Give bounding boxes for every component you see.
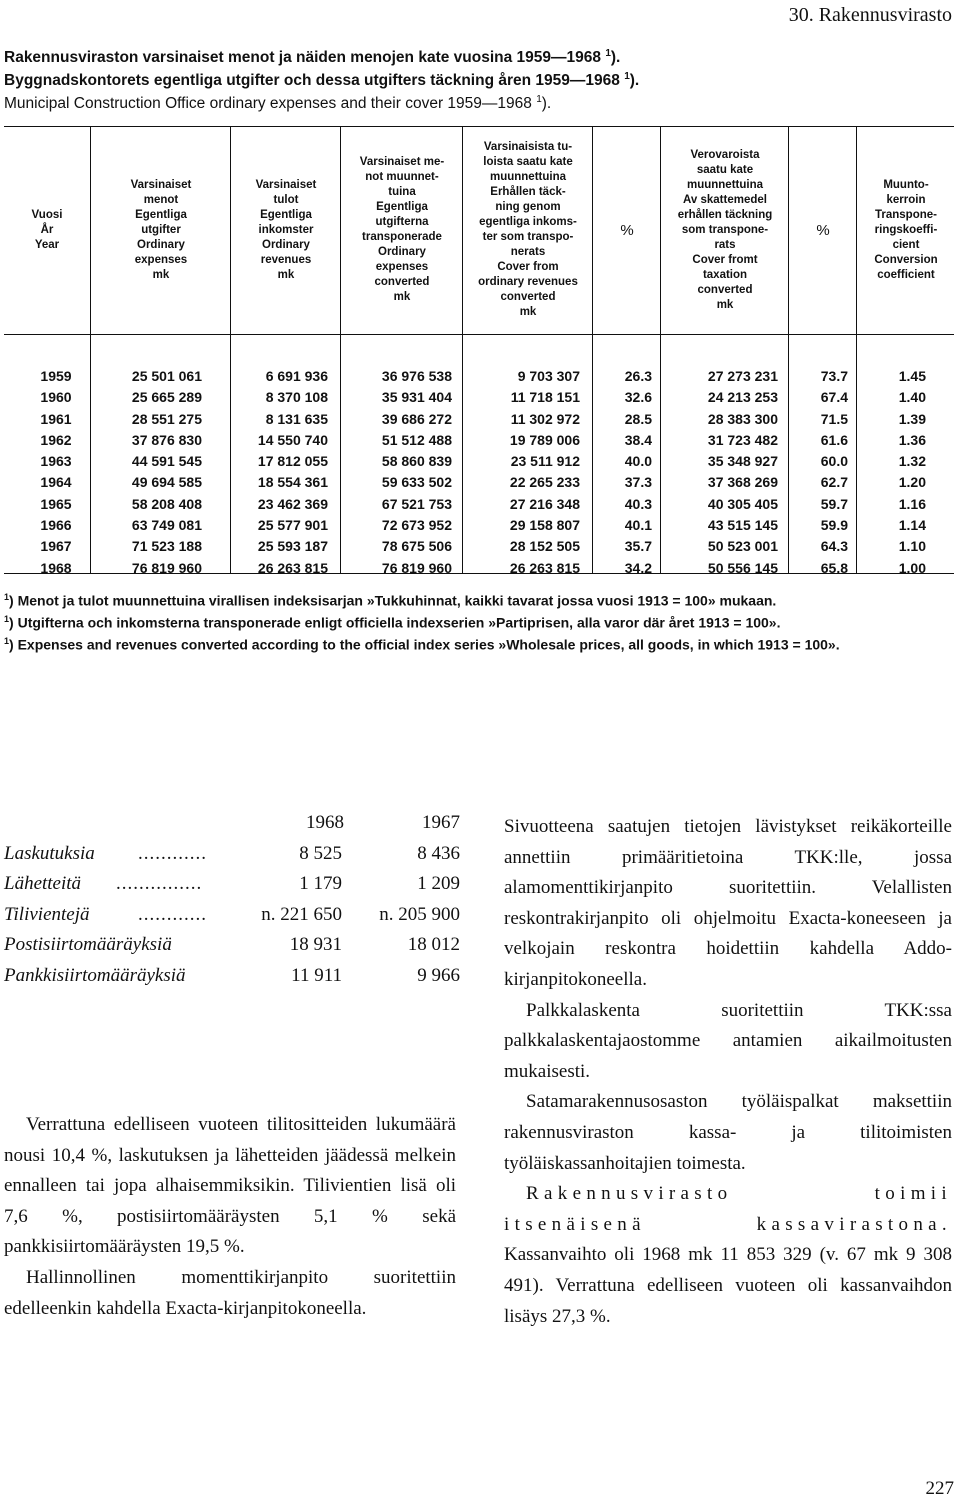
cell-conversion-coefficient: 1.45 [898,368,926,384]
spaced-emphasis: Rakennusvirasto toimii itsenäisenä kassavirastona. [504,1183,952,1235]
cell-ordinary-expense: 44 591 545 [131,453,202,470]
cell-cover-taxation: 50 556 145 [707,559,778,576]
table-titles [4,44,639,113]
cell-expense-converted: 59 633 502 [381,474,452,491]
cell-ordinary-revenue: 14 550 740 [257,431,328,448]
cell-pct-taxation: 61.6 [820,431,848,448]
cell-ordinary-expense: 25 501 061 [131,368,202,384]
cell-year: 1968 [40,559,72,576]
column-divider [230,126,231,574]
header-pct-taxation: % [816,221,830,239]
cell-cover-revenues: 23 511 912 [510,453,580,470]
cell-year: 1965 [40,495,72,512]
cell-expense-converted: 58 860 839 [381,453,452,470]
leader-dots: ............ [138,903,207,925]
cell-ordinary-revenue: 26 263 815 [257,559,328,576]
column-divider [90,126,91,574]
cell-ordinary-expense: 25 665 289 [131,389,202,406]
column-conversion-coefficient [864,366,926,579]
counts-row [4,934,460,965]
cell-year: 1962 [40,431,72,448]
cell-pct-revenues: 38.4 [624,431,652,448]
counts-label: Laskutuksia [4,842,95,864]
cell-pct-taxation: 59.9 [820,517,848,534]
counts-value-1967: 18 012 [407,934,460,955]
left-column-text [4,1110,456,1324]
paragraph: Satamarakennusosaston työläispalkat maksettiin rakennusviraston kassa- ja tilitoimisten työläiskassanhoitajien toimesta. [504,1091,952,1174]
cell-conversion-coefficient: 1.39 [898,410,926,427]
cell-ordinary-revenue: 17 812 055 [257,453,328,470]
cell-year: 1960 [40,389,72,406]
paragraph: Sivuotteena saatujen tietojen lävistykset reikäkorteille annettiin primääritietoina TKK:lle, jossa alamomenttikirjanpito suoritettiin. Velallisten reskontrakirjanpito oli ohjelmoitu Exacta-koneeseen ja velkojain reskontra hoidettiin kahdella Addo-kirjanpitokoneella. [504,816,952,990]
cell-conversion-coefficient: 1.14 [898,517,926,534]
cell-ordinary-revenue: 25 593 187 [257,538,328,555]
cell-ordinary-revenue: 8 370 108 [265,389,328,406]
cell-pct-taxation: 64.3 [820,538,848,555]
paragraph: Hallinnollinen momenttikirjanpito suoritettiin edelleenkin kahdella Exacta-kirjanpitokoneella. [4,1266,456,1319]
paragraph-text: Kassanvaihto oli 1968 mk 11 853 329 (v. 67 mk 9 308 491). Verrattuna edelliseen vuoteen oli kassanvaihdon lisäys 27,3 %. [504,1244,952,1327]
counts-value-1968: 11 911 [291,964,342,986]
cell-cover-revenues: 27 216 348 [509,495,580,512]
leader-dots: ............ [138,842,207,864]
cell-ordinary-expense: 71 523 188 [131,538,202,555]
cell-expense-converted: 35 931 404 [381,389,452,406]
paragraph: Verrattuna edelliseen vuoteen tilitositteiden lukumäärä nousi 10,4 %, laskutuksen ja lähetteiden jäädessä melkein ennalleen tai jopa alhaisemmiksikin. Tilivientien lisä oli 7,6 %, postisiirtomääräysten 5,1 % sekä pankkisiirtomääräysten 19,5 %. [4,1114,456,1258]
cell-expense-converted: 67 521 753 [381,495,452,512]
cell-conversion-coefficient: 1.16 [898,495,926,512]
cell-pct-revenues: 35.7 [624,538,652,555]
cell-cover-revenues: 19 789 006 [509,431,580,448]
counts-label: Tilivientejä [4,903,90,925]
cell-pct-revenues: 40.0 [624,453,652,470]
cell-pct-revenues: 40.3 [624,495,652,512]
paragraph: Palkkalaskenta suoritettiin TKK:ssa palkkalaskentajaostomme antamien aikailmoitusten mukaisesti. [504,999,952,1082]
cell-cover-taxation: 28 383 300 [707,410,778,427]
column-expenses-converted [342,366,452,579]
cell-pct-revenues: 37.3 [624,474,652,491]
header-conversion-coefficient: Muunto- kerroin Transpone- ringskoeffi- cient Conversion coefficient [874,178,938,281]
column-pct-revenues [598,366,652,579]
header-ordinary-revenues: Varsinaiset tulot Egentliga inkomster Ordinary revenues mk [255,178,317,281]
cell-ordinary-expense: 63 749 081 [131,517,202,534]
column-divider [856,126,857,574]
cell-expense-converted: 51 512 488 [381,431,452,448]
cell-cover-revenues: 11 302 972 [510,410,580,427]
cell-cover-taxation: 31 723 482 [707,431,778,448]
cell-pct-taxation: 67.4 [820,389,848,406]
cell-ordinary-expense: 76 819 960 [131,559,202,576]
counts-label: Pankkisiirtomääräyksiä [4,964,186,986]
cell-ordinary-revenue: 6 691 936 [265,368,328,384]
counts-value-1968: n. 221 650 [261,903,342,925]
leader-dots: ............... [116,873,203,894]
cell-year: 1963 [40,453,72,470]
paragraph [504,1179,952,1332]
column-year [28,366,84,579]
counts-value-1968: 8 525 [299,842,342,864]
counts-value-1968: 1 179 [299,873,342,894]
cell-pct-revenues: 32.6 [624,389,652,406]
cell-year: 1967 [40,538,72,555]
footnote-finnish: $^1$) Menot ja tulot muunnettuina virallisen indeksisarjan »Tukkuhinnat, kaikki tavarat jossa vuosi 1913 = 100» mukaan. [4,592,777,609]
cell-cover-revenues: 29 158 807 [509,517,580,534]
document-counts-table [4,812,460,995]
counts-year-1967: 1967 [422,812,460,833]
cell-cover-taxation: 24 213 253 [707,389,778,406]
cell-cover-revenues: 9 703 307 [517,368,580,384]
cell-year: 1961 [40,410,72,427]
cell-pct-taxation: 73.7 [820,368,848,384]
counts-value-1967: 1 209 [417,873,460,894]
cell-expense-converted: 36 976 538 [381,368,452,384]
title-finnish: Rakennusviraston varsinaiset menot ja näiden menojen kate vuosina 1959—1968 $^1$). [4,48,621,67]
cell-conversion-coefficient: 1.00 [898,559,926,576]
footnotes [4,588,954,654]
cell-ordinary-revenue: 8 131 635 [265,410,328,427]
cell-conversion-coefficient: 1.10 [898,538,926,555]
cell-cover-revenues: 26 263 815 [509,559,580,576]
footnote-swedish: $^1$) Utgifterna och inkomsterna transponerade enligt officiella indexserien »Partiprisen, alla varor där året 1913 = 100». [4,614,781,631]
cell-expense-converted: 72 673 952 [381,517,452,534]
column-cover-taxation [662,366,778,579]
cell-cover-taxation: 37 368 269 [707,474,778,491]
cell-pct-taxation: 62.7 [820,474,848,491]
title-english: Municipal Construction Office ordinary expenses and their cover 1959—1968 $^1$). [4,94,552,113]
footnote-english: $^1$) Expenses and revenues converted according to the official index series »Wholesale prices, all goods, in which 1913 = 100». [4,636,840,653]
column-cover-revenues [464,366,580,579]
page-number: 227 [925,1478,954,1499]
table-top-rule [4,126,954,127]
cell-expense-converted: 78 675 506 [381,538,452,555]
cell-pct-taxation: 65.8 [820,559,848,576]
header-pct-revenues: % [620,221,634,239]
cell-ordinary-revenue: 25 577 901 [257,517,328,534]
column-divider [462,126,463,574]
column-divider [592,126,593,574]
cell-ordinary-revenue: 23 462 369 [257,495,328,512]
counts-value-1967: n. 205 900 [379,903,460,925]
column-pct-taxation [794,366,848,579]
cell-expense-converted: 76 819 960 [381,559,452,576]
cell-ordinary-expense: 58 208 408 [131,495,202,512]
column-divider [340,126,341,574]
cell-ordinary-expense: 49 694 585 [131,474,202,491]
cell-pct-taxation: 60.0 [820,453,848,470]
cell-cover-taxation: 50 523 001 [707,538,778,555]
cell-ordinary-expense: 28 551 275 [131,410,202,427]
counts-row [4,904,460,935]
counts-label: Lähetteitä [4,873,82,894]
table-header-rule [4,334,954,335]
right-column-text [504,812,952,1332]
counts-label: Postisiirtomääräyksiä [4,934,172,955]
cell-ordinary-expense: 37 876 830 [131,431,202,448]
cell-year: 1959 [40,368,72,384]
cell-expense-converted: 39 686 272 [381,410,452,427]
cell-conversion-coefficient: 1.40 [898,389,926,406]
column-divider [660,126,661,574]
cell-cover-revenues: 11 718 151 [510,389,580,406]
cell-pct-revenues: 34.2 [624,559,652,576]
counts-row [4,843,460,874]
cell-pct-revenues: 40.1 [624,517,652,534]
cell-conversion-coefficient: 1.32 [898,453,926,470]
cell-cover-taxation: 27 273 231 [707,368,778,384]
counts-row [4,965,460,996]
column-divider [788,126,789,574]
column-ordinary-revenues [232,366,328,579]
counts-year-1968: 1968 [306,812,344,833]
header-ordinary-expenses: Varsinaiset menot Egentliga utgifter Ordinary expenses mk [130,178,192,281]
cell-year: 1966 [40,517,72,534]
counts-value-1968: 18 931 [289,934,342,955]
cell-cover-taxation: 40 305 405 [707,495,778,512]
cell-ordinary-revenue: 18 554 361 [257,474,328,491]
cell-pct-taxation: 71.5 [820,410,848,427]
cell-conversion-coefficient: 1.20 [898,474,926,491]
cell-year: 1964 [40,474,72,491]
header-cover-taxation: Verovaroista saatu kate muunnettuina Av skattemedel erhållen täckning som transpone- rats Cover fromt taxation converted mk [677,148,773,311]
header-cover-revenues: Varsinaisista tu- loista saatu kate muunnettuina Erhållen täck- ning genom egentliga inkoms- ter som transpo- nerats Cover from ordinary revenues converted mk [478,141,578,318]
cell-cover-revenues: 22 265 233 [509,474,580,491]
column-ordinary-expenses [92,366,202,579]
counts-value-1967: 8 436 [417,842,460,864]
counts-header-row [4,812,460,843]
cell-pct-revenues: 26.3 [624,368,652,384]
header-year: Vuosi År Year [31,208,63,251]
title-swedish: Byggnadskontorets egentliga utgifter och dessa utgifters täckning åren 1959—1968 $^1$). [4,71,640,90]
counts-value-1967: 9 966 [417,964,460,986]
cell-conversion-coefficient: 1.36 [898,431,926,448]
cell-cover-revenues: 28 152 505 [509,538,580,555]
cell-cover-taxation: 43 515 145 [707,517,778,534]
expenses-table [4,126,954,574]
cell-pct-taxation: 59.7 [820,495,848,512]
cell-pct-revenues: 28.5 [624,410,652,427]
running-head: 30. Rakennusvirasto [788,4,952,26]
header-expenses-converted: Varsinaiset me- not muunnet- tuina Egentliga utgifterna transponerade Ordinary expenses converted mk [359,156,445,303]
cell-cover-taxation: 35 348 927 [707,453,778,470]
counts-row [4,873,460,904]
